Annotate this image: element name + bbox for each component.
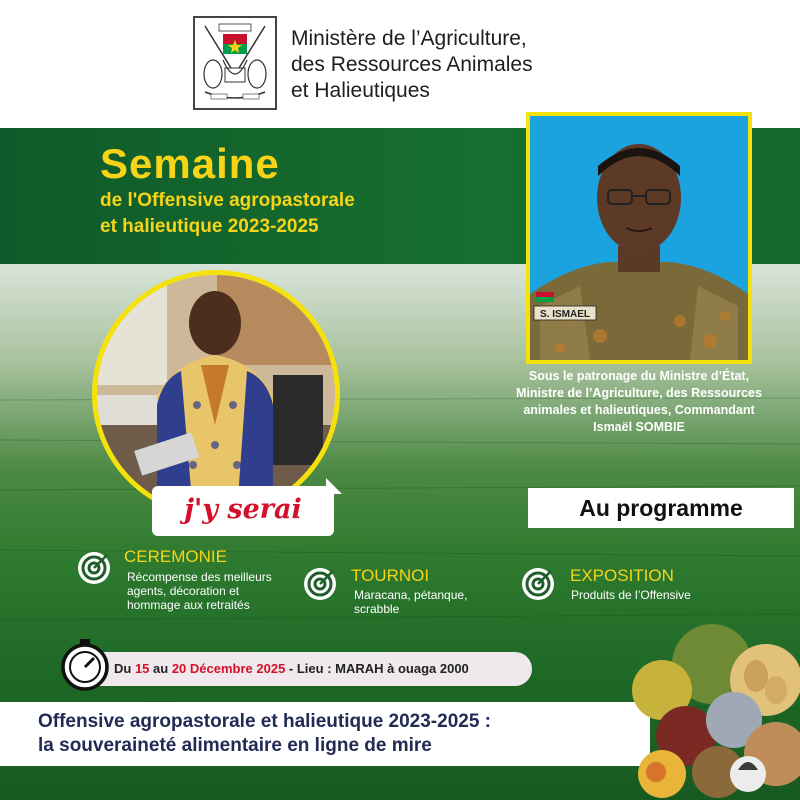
tournoi-title: TOURNOI (351, 566, 430, 585)
banner-line: la souveraineté alimentaire en ligne de mire (38, 735, 432, 756)
tournoi-description (354, 588, 467, 616)
subtitle-line: et halieutique 2023-2025 (100, 216, 319, 237)
ceremonie-title: CEREMONIE (124, 547, 227, 566)
target-icon (520, 566, 556, 602)
patronage-line: Sous le patronage du Ministre d’État, (528, 369, 750, 383)
date-prefix: Du (114, 661, 135, 676)
desc-line: hommage aux retraités (127, 598, 250, 612)
coat-of-arms-icon (193, 16, 277, 110)
desc-line: Maracana, pétanque, (354, 588, 468, 602)
minister-portrait (526, 112, 752, 364)
banner-line: Offensive agropastorale et halieutique 2023-2025 : (38, 711, 492, 732)
desc-line: scrabble (354, 602, 400, 616)
desc-line: Produits de l’Offensive (571, 588, 691, 602)
patronage-rank: Commandant (674, 403, 755, 417)
patronage-line: Ministre de l’Agriculture, des Ressources (516, 386, 762, 400)
participant-photo (92, 270, 340, 518)
subtitle-line: de l'Offensive agropastorale (100, 190, 355, 211)
date-start: 15 (134, 661, 150, 676)
patronage-text: animales et halieutiques, (523, 403, 675, 417)
patronage-caption (492, 368, 786, 436)
patronage-name: Ismaël SOMBIE (593, 420, 685, 434)
date-end: 20 Décembre 2025 (171, 661, 286, 676)
ministry-line: des Ressources Animales (291, 53, 533, 76)
speech-bubble: j'y serai (152, 486, 334, 536)
bottom-banner (0, 702, 650, 766)
event-title: Semaine (100, 140, 280, 187)
ministry-line: et Halieutiques (291, 79, 430, 102)
exposition-description (571, 588, 691, 602)
ceremonie-description (127, 570, 272, 612)
target-icon (76, 550, 112, 586)
programme-heading: Au programme (528, 488, 794, 528)
exposition-title: EXPOSITION (570, 566, 674, 585)
desc-line: Récompense des meilleurs (127, 570, 272, 584)
date-location-bar (88, 652, 532, 686)
date-mid: au (149, 661, 172, 676)
target-icon (302, 566, 338, 602)
ministry-line: Ministère de l’Agriculture, (291, 27, 527, 50)
name-tag: S. ISMAEL (539, 309, 591, 320)
desc-line: agents, décoration et (127, 584, 240, 598)
location-text: - Lieu : MARAH à ouaga 2000 (285, 661, 469, 676)
event-subtitle (100, 188, 355, 240)
header (0, 0, 800, 128)
stopwatch-icon (60, 636, 110, 692)
food-collage-icon (626, 624, 800, 800)
patronage-line (492, 402, 786, 419)
ministry-name (291, 26, 611, 104)
